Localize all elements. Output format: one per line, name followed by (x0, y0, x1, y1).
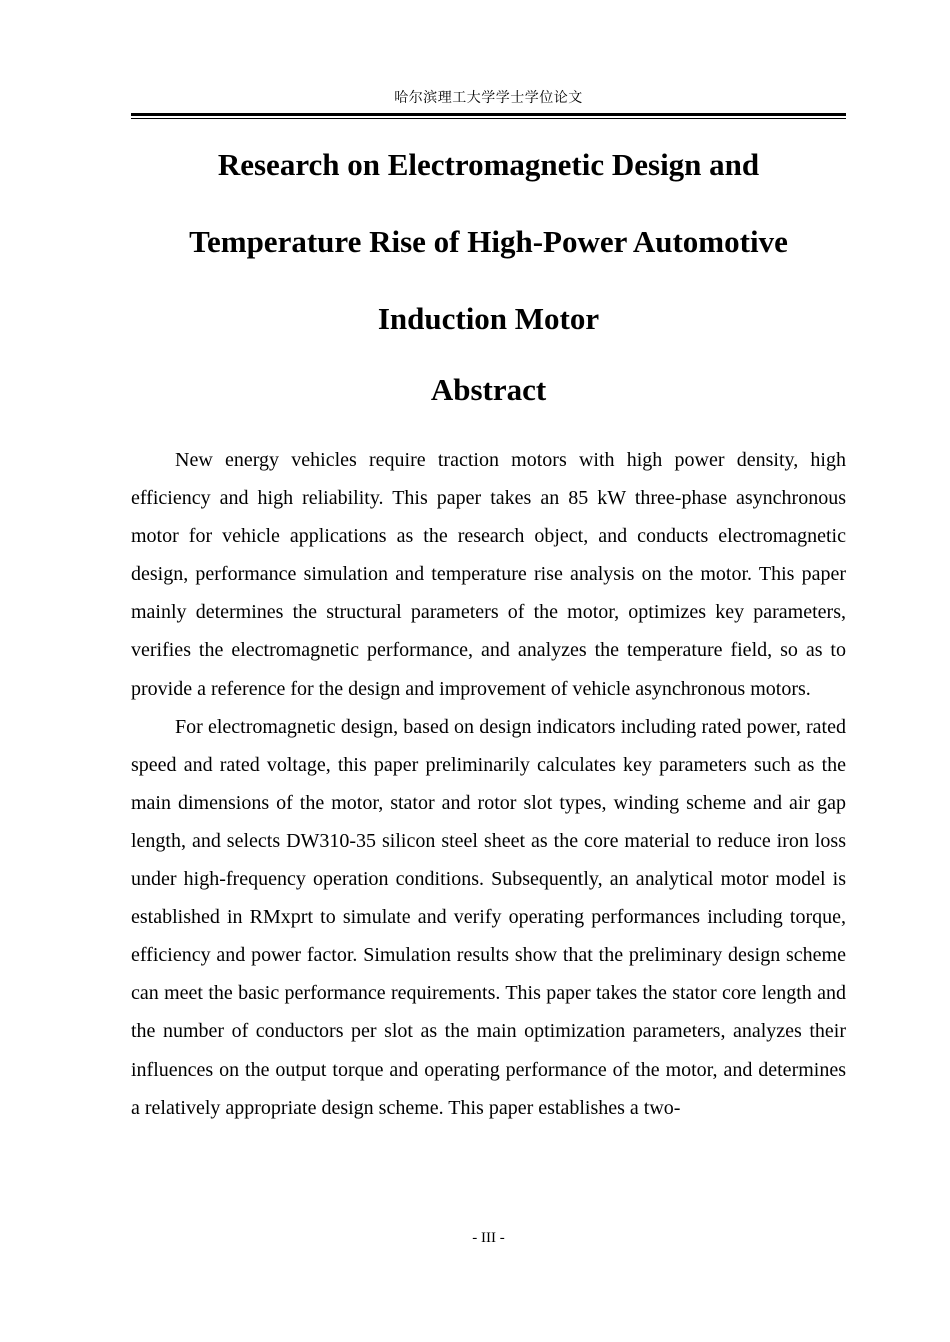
paper-title (131, 126, 846, 357)
title-line-3: Induction Motor (377, 301, 600, 336)
page-number: - III - (472, 1230, 505, 1246)
header-rule-thin (131, 118, 846, 119)
abstract-paragraph-2: For electromagnetic design, based on design indicators including rated power, rated speed and rated voltage, this paper preliminarily calculates key parameters such as the main dimensions of the motor, stator and rotor slot types, winding scheme and air gap length, and selects DW310-35 silicon steel sheet as the core material to reduce iron loss under high-frequency operation conditions. Subsequently, an analytical motor model is established in RMxprt to simulate and verify operating performances including torque, efficiency and power factor. Simulation results show that the preliminary design scheme can meet the basic performance requirements. This paper takes the stator core length and the number of conductors per slot as the main optimization parameters, analyzes their influences on the output torque and operating performance of the motor, and determines a relatively appropriate design scheme. This paper establishes a two- (131, 715, 846, 1119)
abstract-heading: Abstract (430, 372, 547, 407)
running-header: 哈尔滨理工大学学士学位论文 (394, 90, 583, 106)
header-rule-thick (131, 113, 846, 116)
abstract-body (131, 441, 846, 1127)
title-line-1: Research on Electromagnetic Design and (217, 147, 760, 182)
abstract-paragraph-1: New energy vehicles require traction motors with high power density, high efficiency and high reliability. This paper takes an 85 kW three-phase asynchronous motor for vehicle applications as the research object, and conducts electromagnetic design, performance simulation and temperature rise analysis on the motor. This paper mainly determines the structural parameters of the motor, optimizes key parameters, verifies the electromagnetic performance, and analyzes the temperature field, so as to provide a reference for the design and improvement of vehicle asynchronous motors. (131, 449, 846, 700)
title-line-2: Temperature Rise of High-Power Automotive (189, 224, 788, 259)
